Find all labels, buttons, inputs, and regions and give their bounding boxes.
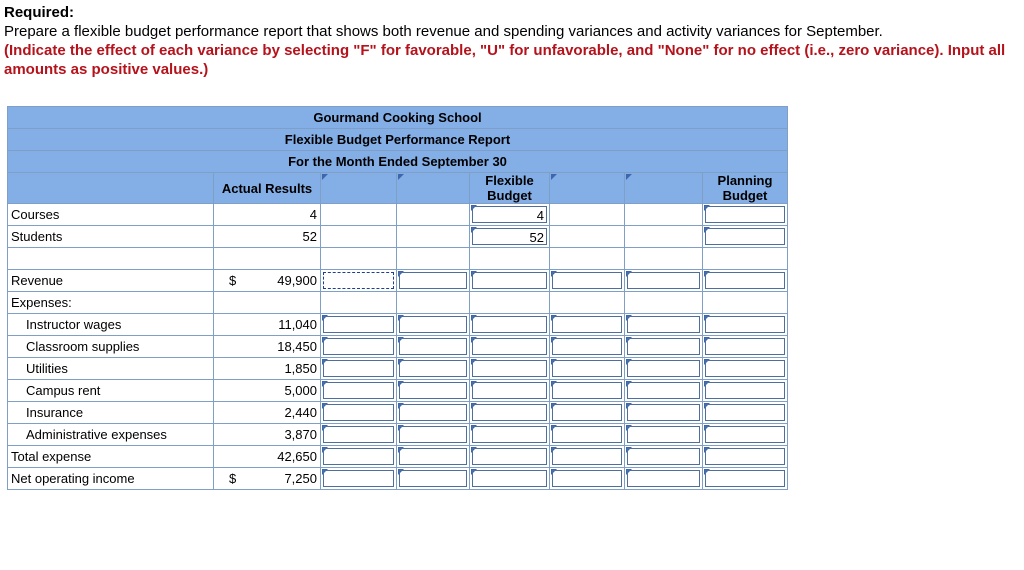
actual-expense: 11,040 — [214, 314, 321, 336]
total-input[interactable] — [550, 446, 625, 468]
row-label-students: Students — [8, 226, 214, 248]
total-input[interactable] — [321, 446, 397, 468]
blank-cell — [8, 248, 214, 270]
blank-cell — [397, 226, 470, 248]
input-box[interactable] — [472, 426, 547, 443]
blank-cell — [397, 248, 470, 270]
actual-total-expense: 42,650 — [214, 446, 321, 468]
instructions — [4, 3, 1014, 79]
expense-input[interactable] — [321, 358, 397, 380]
blank-cell — [625, 204, 703, 226]
dropdown-marker-icon — [322, 174, 328, 180]
blank-cell — [214, 248, 321, 270]
expense-input[interactable] — [397, 380, 470, 402]
expense-input[interactable] — [470, 402, 550, 424]
blank-cell — [550, 248, 625, 270]
actual-courses: 4 — [214, 204, 321, 226]
input-box[interactable] — [472, 448, 547, 465]
input-box[interactable] — [472, 338, 547, 355]
dollar-sign: $ — [229, 273, 237, 288]
expense-input[interactable] — [470, 314, 550, 336]
input-box[interactable] — [627, 404, 700, 421]
header-flexible-line1: Flexible — [485, 173, 534, 188]
input-box[interactable] — [399, 470, 467, 487]
input-box[interactable] — [705, 470, 785, 487]
expense-input[interactable] — [703, 380, 788, 402]
actual-expense: 1,850 — [214, 358, 321, 380]
actual-revenue — [214, 270, 321, 292]
flexible-courses-value[interactable]: 4 — [472, 206, 547, 223]
input-box[interactable] — [627, 360, 700, 377]
expense-input[interactable] — [550, 424, 625, 446]
blank-cell — [625, 226, 703, 248]
noi-input[interactable] — [703, 468, 788, 490]
report-period: For the Month Ended September 30 — [8, 151, 788, 173]
input-box[interactable] — [705, 272, 785, 289]
expense-input[interactable] — [397, 314, 470, 336]
revenue-input-3[interactable] — [470, 270, 550, 292]
noi-input[interactable] — [397, 468, 470, 490]
expense-input[interactable] — [625, 336, 703, 358]
row-label-expense: Classroom supplies — [8, 336, 214, 358]
header-planning-line2: Budget — [722, 188, 768, 203]
blank-cell — [470, 292, 550, 314]
expense-input[interactable] — [703, 336, 788, 358]
required-heading: Required: — [4, 4, 75, 21]
actual-revenue-value: 49,900 — [277, 273, 317, 288]
blank-cell — [397, 204, 470, 226]
expense-input[interactable] — [703, 424, 788, 446]
input-box[interactable] — [552, 338, 622, 355]
input-box[interactable] — [705, 360, 785, 377]
blank-cell — [470, 248, 550, 270]
input-box[interactable] — [552, 448, 622, 465]
input-box[interactable] — [705, 316, 785, 333]
expense-row — [8, 380, 788, 402]
blank-cell — [703, 292, 788, 314]
row-label-expense: Utilities — [8, 358, 214, 380]
blank-cell — [321, 226, 397, 248]
blank-cell — [321, 292, 397, 314]
instruction-text: Prepare a flexible budget performance report that shows both revenue and spending variances and activity variances for September. — [4, 23, 883, 40]
noi-input[interactable] — [550, 468, 625, 490]
input-box[interactable] — [705, 448, 785, 465]
expense-row — [8, 314, 788, 336]
flexible-courses[interactable] — [470, 204, 550, 226]
actual-expense: 3,870 — [214, 424, 321, 446]
header-blank — [8, 173, 214, 204]
input-box[interactable] — [705, 338, 785, 355]
actual-students: 52 — [214, 226, 321, 248]
input-box[interactable] — [323, 404, 394, 421]
input-box[interactable] — [399, 360, 467, 377]
input-box[interactable] — [705, 382, 785, 399]
actual-expense: 18,450 — [214, 336, 321, 358]
row-label-expense: Campus rent — [8, 380, 214, 402]
header-flexible-line2: Budget — [487, 188, 532, 203]
header-planning-line1: Planning — [717, 173, 773, 188]
header-input-2[interactable] — [397, 173, 470, 204]
input-box[interactable] — [399, 338, 467, 355]
header-input-3[interactable] — [550, 173, 625, 204]
input-box[interactable] — [472, 470, 547, 487]
revenue-input-4[interactable] — [550, 270, 625, 292]
revenue-input-5[interactable] — [625, 270, 703, 292]
dropdown-marker-icon — [626, 174, 632, 180]
actual-expense: 2,440 — [214, 402, 321, 424]
input-box[interactable] — [627, 338, 700, 355]
input-box[interactable] — [323, 338, 394, 355]
input-box[interactable] — [399, 426, 467, 443]
dropdown-marker-icon — [398, 174, 404, 180]
company-name: Gourmand Cooking School — [8, 107, 788, 129]
input-box[interactable] — [472, 404, 547, 421]
instruction-note: (Indicate the effect of each variance by selecting "F" for favorable, "U" for unfavorable, and "None" for no effect (i.e., zero variance). Input all amounts as positive values.) — [4, 42, 1006, 78]
input-box[interactable] — [705, 426, 785, 443]
input-box[interactable] — [472, 360, 547, 377]
input-box[interactable] — [552, 426, 622, 443]
revenue-input-1[interactable] — [321, 270, 397, 292]
revenue-input-6[interactable] — [703, 270, 788, 292]
expense-row — [8, 402, 788, 424]
input-box[interactable] — [552, 404, 622, 421]
input-box[interactable] — [552, 382, 622, 399]
performance-report-table — [7, 106, 788, 490]
blank-cell — [625, 248, 703, 270]
input-box[interactable] — [627, 426, 700, 443]
input-box[interactable] — [705, 404, 785, 421]
blank-cell — [321, 204, 397, 226]
noi-input[interactable] — [321, 468, 397, 490]
input-box[interactable] — [323, 360, 394, 377]
blank-cell — [397, 292, 470, 314]
actual-expense: 5,000 — [214, 380, 321, 402]
input-box[interactable] — [399, 272, 467, 289]
row-label-courses: Courses — [8, 204, 214, 226]
input-box[interactable] — [323, 426, 394, 443]
expense-input[interactable] — [321, 402, 397, 424]
actual-noi-value: 7,250 — [284, 471, 317, 486]
expense-input[interactable] — [625, 402, 703, 424]
row-label-noi: Net operating income — [8, 468, 214, 490]
input-box[interactable] — [552, 360, 622, 377]
blank-cell — [703, 248, 788, 270]
row-label-expense: Insurance — [8, 402, 214, 424]
blank-cell — [321, 248, 397, 270]
expense-input[interactable] — [470, 424, 550, 446]
blank-cell — [550, 204, 625, 226]
header-input-4[interactable] — [625, 173, 703, 204]
input-box[interactable] — [399, 448, 467, 465]
row-label-revenue: Revenue — [8, 270, 214, 292]
input-box[interactable] — [399, 316, 467, 333]
revenue-input-2[interactable] — [397, 270, 470, 292]
expense-input[interactable] — [625, 358, 703, 380]
input-box[interactable] — [399, 404, 467, 421]
expense-input[interactable] — [321, 336, 397, 358]
dollar-sign: $ — [229, 471, 237, 486]
expense-input[interactable] — [703, 314, 788, 336]
input-box[interactable] — [472, 272, 547, 289]
total-input[interactable] — [703, 446, 788, 468]
row-label-expense: Administrative expenses — [8, 424, 214, 446]
flexible-students-value[interactable]: 52 — [472, 228, 547, 245]
expense-input[interactable] — [397, 336, 470, 358]
row-label-total-expense: Total expense — [8, 446, 214, 468]
header-actual: Actual Results — [214, 173, 321, 204]
input-box[interactable] — [627, 272, 700, 289]
expense-input[interactable] — [397, 402, 470, 424]
expense-input[interactable] — [550, 380, 625, 402]
report-title: Flexible Budget Performance Report — [8, 129, 788, 151]
expense-input[interactable] — [550, 402, 625, 424]
header-planning — [703, 173, 788, 204]
input-box[interactable] — [552, 316, 622, 333]
expense-input[interactable] — [550, 314, 625, 336]
row-label-expenses: Expenses: — [8, 292, 214, 314]
blank-cell — [214, 292, 321, 314]
total-input[interactable] — [470, 446, 550, 468]
expense-input[interactable] — [470, 358, 550, 380]
noi-input[interactable] — [470, 468, 550, 490]
input-box[interactable] — [323, 382, 394, 399]
expense-input[interactable] — [625, 314, 703, 336]
blank-cell — [625, 292, 703, 314]
expense-row — [8, 358, 788, 380]
input-box[interactable] — [323, 316, 394, 333]
expense-input[interactable] — [470, 336, 550, 358]
expense-input[interactable] — [703, 358, 788, 380]
input-box[interactable] — [472, 316, 547, 333]
total-input[interactable] — [397, 446, 470, 468]
expense-input[interactable] — [321, 380, 397, 402]
input-box[interactable] — [552, 272, 622, 289]
noi-input[interactable] — [625, 468, 703, 490]
blank-cell — [550, 292, 625, 314]
expense-input[interactable] — [397, 424, 470, 446]
input-box[interactable] — [627, 382, 700, 399]
total-input[interactable] — [625, 446, 703, 468]
input-box[interactable] — [323, 272, 394, 289]
expense-input[interactable] — [625, 424, 703, 446]
expense-row — [8, 336, 788, 358]
input-box[interactable] — [627, 470, 700, 487]
expense-input[interactable] — [397, 358, 470, 380]
expense-input[interactable] — [321, 424, 397, 446]
actual-noi — [214, 468, 321, 490]
input-box[interactable] — [705, 228, 785, 245]
expense-input[interactable] — [321, 314, 397, 336]
flexible-students[interactable] — [470, 226, 550, 248]
planning-courses-input[interactable] — [703, 204, 788, 226]
input-box[interactable] — [627, 316, 700, 333]
input-box[interactable] — [399, 382, 467, 399]
expense-input[interactable] — [550, 358, 625, 380]
expense-row — [8, 424, 788, 446]
input-box[interactable] — [627, 448, 700, 465]
expense-input[interactable] — [470, 380, 550, 402]
input-box[interactable] — [323, 448, 394, 465]
header-input-1[interactable] — [321, 173, 397, 204]
row-label-expense: Instructor wages — [8, 314, 214, 336]
input-box[interactable] — [472, 382, 547, 399]
input-box[interactable] — [705, 206, 785, 223]
blank-cell — [550, 226, 625, 248]
dropdown-marker-icon — [551, 174, 557, 180]
header-flexible — [470, 173, 550, 204]
expense-input[interactable] — [625, 380, 703, 402]
planning-students-input[interactable] — [703, 226, 788, 248]
expense-input[interactable] — [703, 402, 788, 424]
input-box[interactable] — [323, 470, 394, 487]
expense-input[interactable] — [550, 336, 625, 358]
input-box[interactable] — [552, 470, 622, 487]
